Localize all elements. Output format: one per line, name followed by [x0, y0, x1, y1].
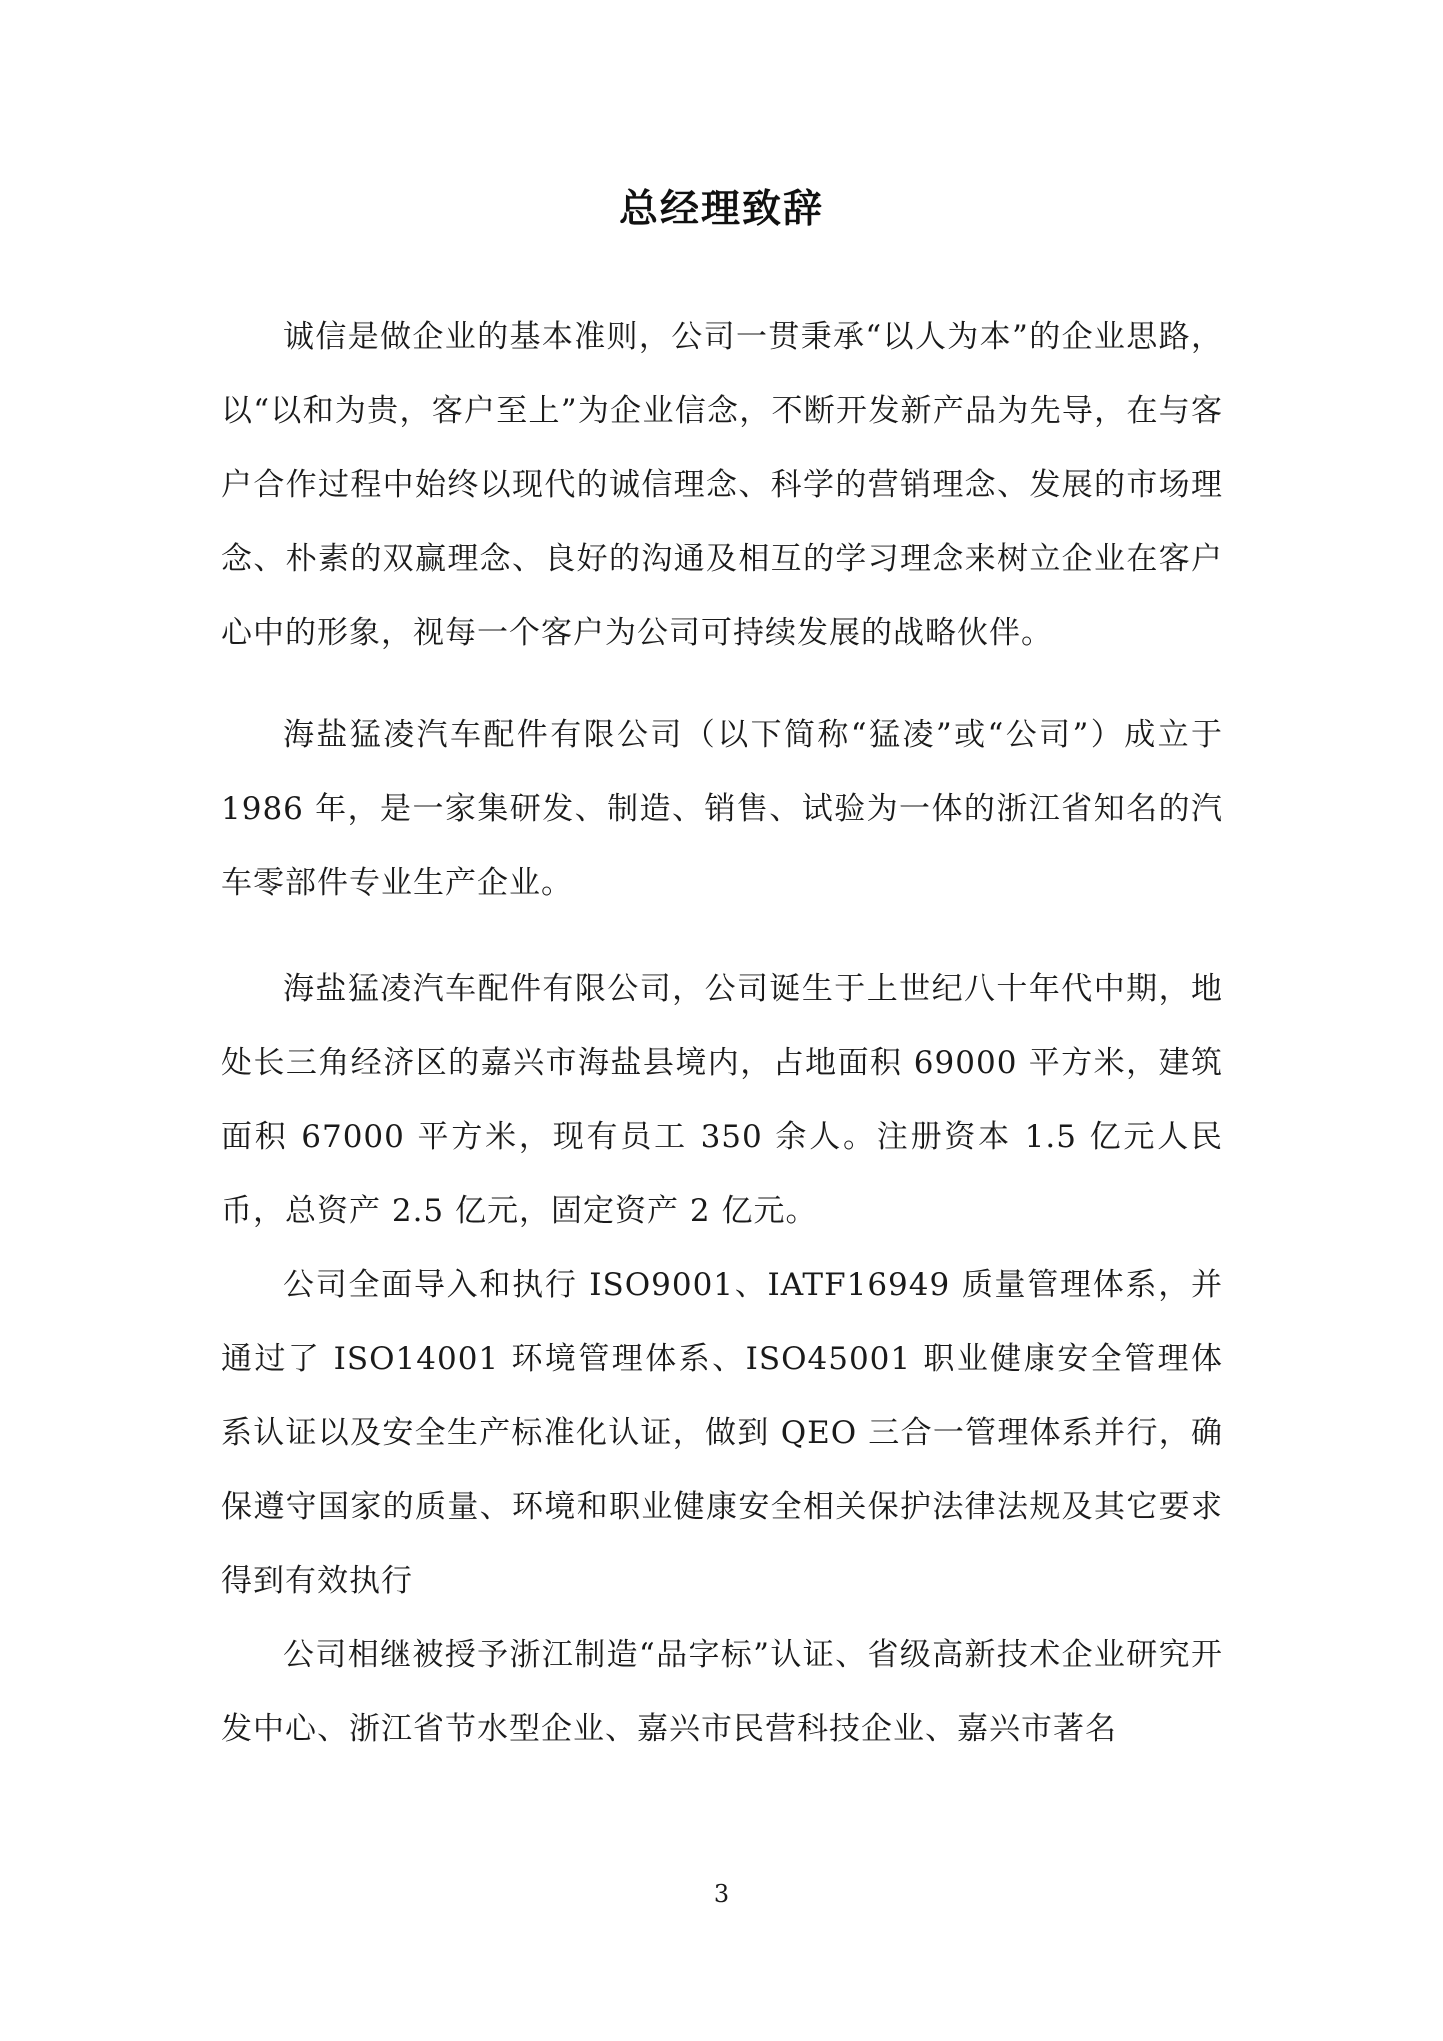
paragraph-integrity: 诚信是做企业的基本准则，公司一贯秉承“以人为本”的企业思路，以“以和为贵，客户至上”为企业信念，不断开发新产品为先导，在与客户合作过程中始终以现代的诚信理念、科学的营销理念、发展的市场理念、朴素的双赢理念、良好的沟通及相互的学习理念来树立企业在客户心中的形象，视每一个客户为公司可持续发展的战略伙伴。 [221, 319, 1223, 651]
paragraph-company-intro: 海盐猛凌汽车配件有限公司（以下简称“猛凌”或“公司”）成立于 1986 年，是一家集研发、制造、销售、试验为一体的浙江省知名的汽车零部件专业生产企业。 [221, 717, 1223, 901]
body-content [221, 300, 1223, 1766]
paragraph-awards: 公司相继被授予浙江制造“品字标”认证、省级高新技术企业研究开发中心、浙江省节水型企业、嘉兴市民营科技企业、嘉兴市著名 [221, 1637, 1223, 1747]
paragraph-company-facts: 海盐猛凌汽车配件有限公司，公司诞生于上世纪八十年代中期，地处长三角经济区的嘉兴市海盐县境内，占地面积 69000 平方米，建筑面积 67000 平方米，现有员工 350 余人。注册资本 1.5 亿元人民币，总资产 2.5 亿元，固定资产 2 亿元。 [221, 971, 1223, 1229]
page-number: 3 [713, 1880, 730, 1908]
page-title: 总经理致辞 [618, 187, 824, 232]
paragraph-management-systems: 公司全面导入和执行 ISO9001、IATF16949 质量管理体系，并通过了 ISO14001 环境管理体系、ISO45001 职业健康安全管理体系认证以及安全生产标准化认证，做到 QEO 三合一管理体系并行，确保遵守国家的质量、环境和职业健康安全相关保护法律法规及其它要求得到有效执行 [221, 1267, 1223, 1599]
